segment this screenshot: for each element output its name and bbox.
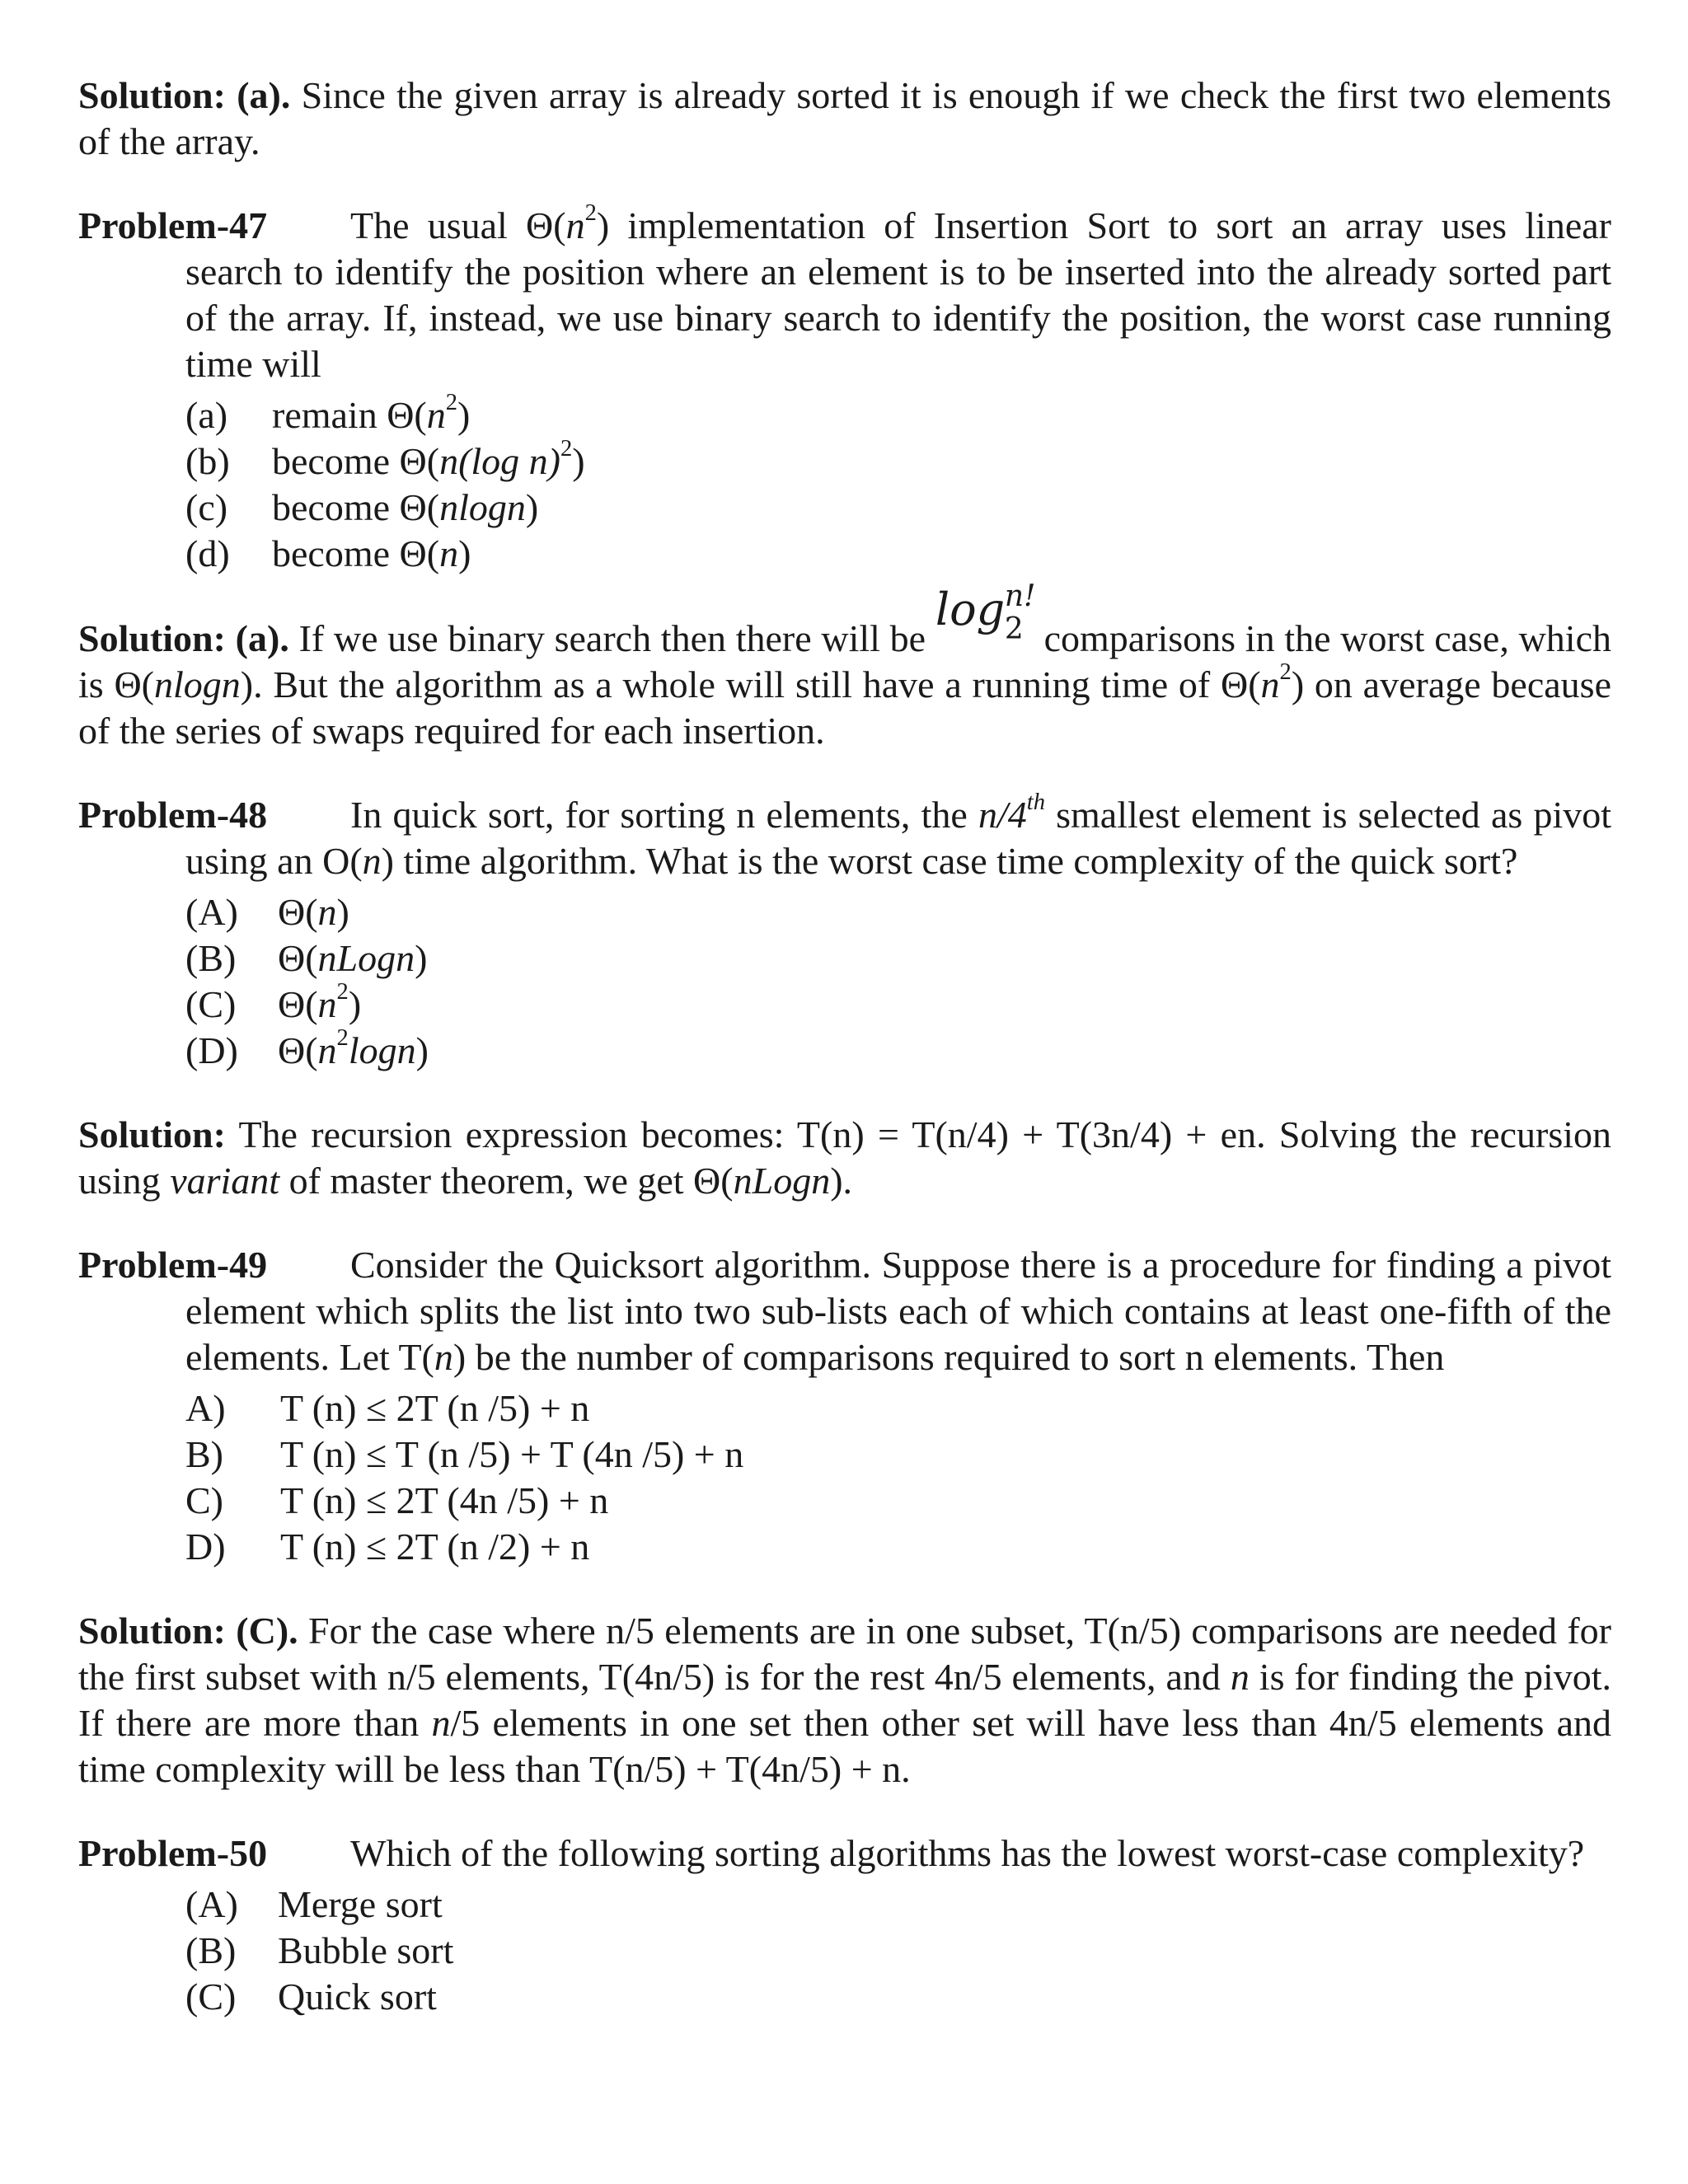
option-text: T (n) ≤ 2T (n /5) + n <box>280 1387 590 1429</box>
exponent: 2 <box>560 435 573 462</box>
option-text: become Θ( <box>272 440 440 482</box>
math-var: n <box>317 1029 337 1071</box>
option-text: Bubble sort <box>278 1929 454 1971</box>
math-var: n <box>1230 1656 1250 1698</box>
option-text: remain Θ( <box>272 394 427 436</box>
solution-text: The recursion expression becomes: T(n) = T(n/4) + T(3n/4) + en. Solving the recursion using <box>78 1113 1611 1202</box>
option-d <box>185 531 1611 577</box>
option-c <box>185 485 1611 531</box>
option-text: Θ( <box>278 891 318 933</box>
problem-number: Problem-48 <box>78 794 268 836</box>
option-label: B) <box>185 1433 223 1475</box>
solution-text: of master theorem, we get Θ( <box>288 1160 734 1202</box>
solution-49 <box>78 1608 1611 1793</box>
problem-50 <box>78 1830 1611 2020</box>
solution-text: is for finding the pivot. If there are more than <box>78 1656 1612 1744</box>
ordinal-suffix: th <box>1026 789 1045 815</box>
answer-options <box>78 389 1611 577</box>
math-var: n <box>426 394 446 436</box>
problem-text: Which of the following sorting algorithms has the lowest worst-case complexity? <box>350 1832 1585 1874</box>
option-label: (A) <box>185 1883 238 1925</box>
option-b <box>185 435 1611 485</box>
log-base: log <box>935 583 1006 635</box>
exponent: 2 <box>584 199 597 226</box>
option-label: (B) <box>185 1929 237 1971</box>
option-label: (C) <box>185 983 237 1025</box>
math-var: nlogn <box>439 486 526 528</box>
option-text: Θ( <box>278 937 318 979</box>
option-text: ) <box>415 1029 429 1071</box>
answer-options <box>78 1882 1611 2020</box>
math-var: n <box>1260 663 1280 705</box>
math-var: n <box>362 840 382 882</box>
option-label: (b) <box>185 440 230 482</box>
option-text: ) <box>572 440 585 482</box>
solution-48 <box>78 1112 1611 1204</box>
problem-text: ) be the number of comparisons required to sort n elements. Then <box>452 1336 1445 1378</box>
solution-label: Solution: <box>78 1113 226 1155</box>
solution-text: ). <box>830 1160 853 1202</box>
solution-text: Since the given array is already sorted it is enough if we check the first two elements of the array. <box>78 74 1611 162</box>
problem-text: ) time algorithm. What is the worst case time complexity of the quick sort? <box>381 840 1518 882</box>
problem-text: In quick sort, for sorting n elements, the <box>350 794 968 836</box>
option-text: become Θ( <box>272 532 440 574</box>
option-text: ) <box>415 937 428 979</box>
solution-47 <box>78 579 1611 754</box>
problem-47 <box>78 199 1611 577</box>
emphasis: variant <box>170 1160 280 1202</box>
math-var: nlogn <box>154 663 241 705</box>
exponent: 2 <box>336 978 349 1005</box>
option-text: Θ( <box>278 983 318 1025</box>
solution-text: /5 elements in one set then other set will have less than 4n/5 elements and time complexity will be less than T(n/5) + T(4n/5) + n. <box>78 1702 1612 1790</box>
solution-text: For the case where n/5 elements are in one subset, T(n/5) comparisons are needed for the first subset with n/5 elements, T(4n/5) is for the rest 4n/5 elements, and <box>78 1610 1611 1698</box>
textbook-page <box>78 73 1611 2058</box>
math-var: n <box>565 204 585 246</box>
option-label: D) <box>185 1526 226 1568</box>
math-var: n <box>439 532 459 574</box>
option-text: ) <box>525 486 539 528</box>
option-c <box>185 1478 1611 1524</box>
option-b <box>185 1432 1611 1478</box>
option-label: (D) <box>185 1029 238 1071</box>
option-a <box>185 889 1611 935</box>
option-text: ) <box>336 891 349 933</box>
option-a <box>185 1882 1611 1928</box>
solution-text: ) on average because of the series of swaps required for each insertion. <box>78 663 1611 752</box>
math-var: logn <box>348 1029 416 1071</box>
math-var: nLogn <box>733 1160 831 1202</box>
option-label: A) <box>185 1387 226 1429</box>
option-d <box>185 1524 1611 1570</box>
solution-46 <box>78 73 1611 165</box>
option-text: T (n) ≤ T (n /5) + T (4n /5) + n <box>280 1433 744 1475</box>
option-text: ) <box>348 983 362 1025</box>
log-superscript: n! <box>1004 579 1036 613</box>
math-var: n(log n) <box>439 440 560 482</box>
math-var: n <box>434 1336 453 1378</box>
problem-text: smallest element is selected as pivot using an O( <box>185 794 1612 882</box>
exponent: 2 <box>445 389 458 415</box>
problem-statement <box>78 1242 1611 1380</box>
option-text: become Θ( <box>272 486 440 528</box>
problem-number: Problem-49 <box>78 1244 268 1286</box>
option-label: (B) <box>185 937 237 979</box>
exponent: 2 <box>1279 658 1292 685</box>
option-b <box>185 1928 1611 1974</box>
problem-49 <box>78 1242 1611 1570</box>
answer-options <box>78 1385 1611 1570</box>
option-c <box>185 978 1611 1028</box>
math-var: n <box>317 983 337 1025</box>
problem-statement <box>78 1830 1611 1877</box>
option-label: C) <box>185 1479 223 1521</box>
option-text: T (n) ≤ 2T (n /2) + n <box>280 1526 590 1568</box>
problem-text: ) implementation of Insertion Sort to sort an array uses linear search to identify the position where an element is to be inserted into the already sorted part of the array. If, instead, we use binary search to identify the position, the worst case running time will <box>185 204 1611 385</box>
solution-text: If we use binary search then there will be <box>298 617 926 659</box>
problem-number: Problem-50 <box>78 1832 268 1874</box>
solution-label: Solution: (a). <box>78 617 289 659</box>
exponent: 2 <box>336 1024 349 1051</box>
log-expression <box>935 579 1036 651</box>
math-var: nLogn <box>317 937 415 979</box>
math-var: n <box>317 891 337 933</box>
option-label: (a) <box>185 394 228 436</box>
option-label: (A) <box>185 891 238 933</box>
option-text: ) <box>457 394 471 436</box>
option-d <box>185 1024 1611 1074</box>
solution-text: ). But the algorithm as a whole will still have a running time of Θ( <box>240 663 1261 705</box>
problem-48 <box>78 789 1612 1074</box>
option-a <box>185 1385 1611 1432</box>
problem-number: Problem-47 <box>78 204 268 246</box>
option-text: T (n) ≤ 2T (4n /5) + n <box>280 1479 609 1521</box>
option-text: Quick sort <box>278 1975 437 2018</box>
problem-statement <box>78 199 1611 387</box>
math-var: n <box>431 1702 451 1744</box>
problem-statement <box>78 789 1612 884</box>
option-text: Θ( <box>278 1029 318 1071</box>
solution-label: Solution: (a). <box>78 74 291 116</box>
option-a <box>185 389 1611 438</box>
option-text: ) <box>458 532 471 574</box>
option-text: Merge sort <box>278 1883 443 1925</box>
problem-text: The usual Θ( <box>350 204 566 246</box>
problem-text: Consider the Quicksort algorithm. Suppose there is a procedure for finding a pivot element which splits the list into two sub-lists each of which contains at least one-fifth of the elements. Let T( <box>185 1244 1611 1378</box>
solution-label: Solution: (C). <box>78 1610 298 1652</box>
math-var: n/4 <box>978 794 1027 836</box>
option-b <box>185 935 1611 982</box>
option-c <box>185 1974 1611 2020</box>
log-subscript: 2 <box>1004 612 1024 646</box>
option-label: (d) <box>185 532 230 574</box>
answer-options <box>78 889 1611 1074</box>
option-label: (C) <box>185 1975 237 2018</box>
solution-text: comparisons in the worst case, which is Θ( <box>78 617 1611 705</box>
option-label: (c) <box>185 486 228 528</box>
